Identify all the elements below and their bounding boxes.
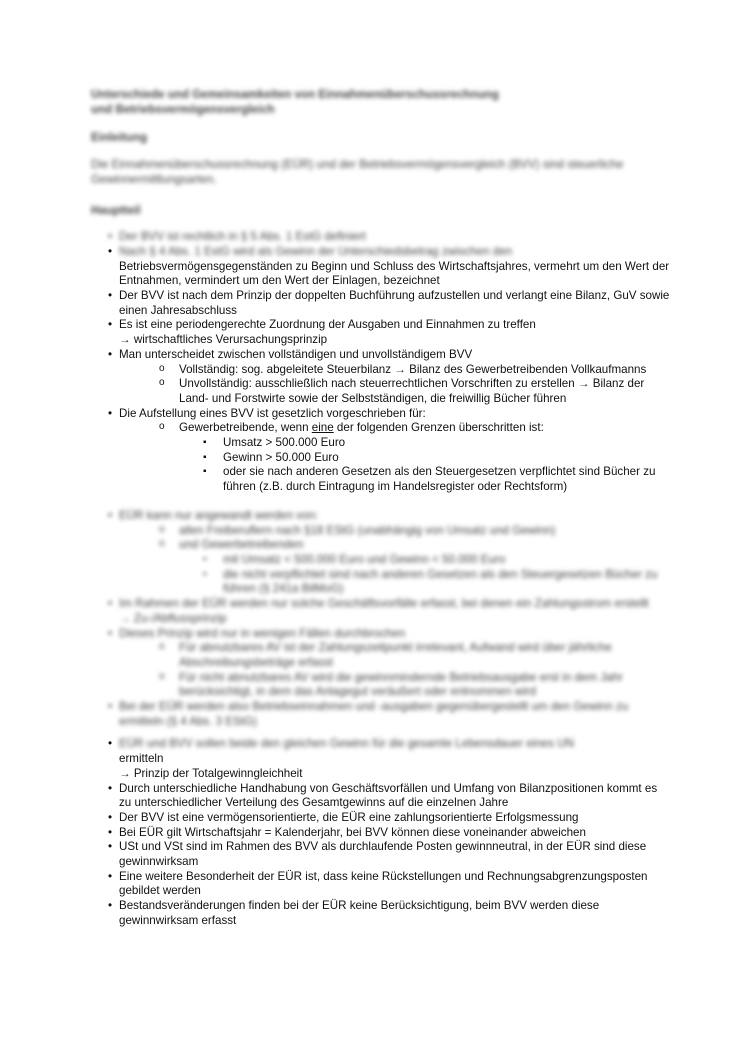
list-item: • Eine weitere Besonderheit der EÜR ist, dass keine Rückstellungen und Rechnungsabgrenzungsposten gebildet werden: [91, 870, 671, 899]
intro-paragraph: Die Einnahmenüberschussrechnung (EÜR) und der Betriebsvermögensvergleich (BVV) sind steuerliche Gewinnermittlungsarten.: [91, 158, 624, 186]
sub-sub-list-item: ▪ Gewinn > 50.000 Euro: [91, 451, 671, 466]
final-list: [91, 737, 671, 928]
list-item: • Der BVV ist eine vermögensorientierte, die EÜR eine zahlungsorientierte Erfolgsmessung: [91, 811, 671, 826]
list-item: • USt und VSt sind im Rahmen des BVV als durchlaufende Posten gewinnneutral, in der EÜR sind diese gewinnwirksam: [91, 840, 671, 869]
sub-list-item: o Für abnutzbares AV ist der Zahlungszeitpunkt irrelevant, Aufwand wird über jährliche Abschreibungsbeträge erfasst: [91, 641, 671, 670]
list-item: • Der BVV ist rechtlich in § 5 Abs. 1 EstG definiert: [91, 230, 671, 245]
sub-list-item: o Für nicht abnutzbares AV wird die gewinnmindernde Betriebsausgabe erst in dem Jahr berücksichtigt, in dem das Anlagegut veräußert oder entnommen wird: [91, 671, 671, 700]
list-item: • EÜR und BVV sollen beide den gleichen Gewinn für die gesamte Lebensdauer eines UN ermitteln → Prinzip der Totalgewinngleichheit: [91, 737, 671, 781]
main-heading: Hauptteil: [91, 203, 141, 217]
sub-sub-list-item: ▪ mit Umsatz < 500.000 Euro und Gewinn < 50.000 Euro: [91, 553, 671, 568]
eur-list: [91, 509, 671, 730]
list-item: • Man unterscheidet zwischen vollständigen und unvollständigem BVV: [91, 348, 671, 363]
sub-sub-list-item: ▪ oder sie nach anderen Gesetzen als den Steuergesetzen verpflichtet sind Bücher zu führen (z.B. durch Eintragung im Handelsregister oder Rechtsform): [91, 465, 671, 494]
intro-heading: Einleitung: [91, 131, 148, 145]
sub-sub-list-item: ▪ die nicht verpflichtet sind nach anderen Gesetzen als den Steuergesetzen Bücher zu führen (§ 241a BilMoG): [91, 568, 671, 597]
sub-sub-list-item: ▪ Umsatz > 500.000 Euro: [91, 436, 671, 451]
list-item: • EÜR kann nur angewandt werden von:: [91, 509, 671, 524]
list-item: • Im Rahmen der EÜR werden nur solche Geschäftsvorfälle erfasst, bei denen ein Zahlungsstrom erstellt → Zu-/Abflussprinzip: [91, 597, 671, 626]
list-item: • Durch unterschiedliche Handhabung von Geschäftsvorfällen und Umfang von Bilanzpositionen kommt es zu unterschiedlicher Verteilung des Gesamtgewinns auf die einzelnen Jahre: [91, 782, 671, 811]
document-title: Unterschiede und Gemeinsamkeiten von Einnahmenüberschussrechnung und Betriebsvermögensvergleich: [91, 88, 499, 116]
list-item: • Bestandsveränderungen finden bei der EÜR keine Berücksichtigung, beim BVV werden diese gewinnwirksam erfasst: [91, 899, 671, 928]
sub-list-item: o Vollständig: sog. abgeleitete Steuerbilanz → Bilanz des Gewerbetreibenden Vollkaufmanns: [91, 363, 671, 378]
document-body: [91, 88, 671, 929]
list-item: • Die Aufstellung eines BVV ist gesetzlich vorgeschrieben für:: [91, 407, 671, 422]
list-item: • Nach § 4 Abs. 1 EstG wird als Gewinn der Unterschiedsbetrag zwischen den Betriebsvermögensgegenständen zu Beginn und Schluss des Wirtschaftsjahres, vermehrt um den Wert der Entnahmen, vermindert um den Wert der Einlagen, bezeichnet: [91, 245, 671, 289]
sub-list-item: o und Gewerbetreibenden: [91, 538, 671, 553]
list-item: • Bei EÜR gilt Wirtschaftsjahr = Kalenderjahr, bei BVV können diese voneinander abweichen: [91, 826, 671, 841]
list-item: • Bei der EÜR werden also Betriebseinnahmen und -ausgaben gegenübergestellt um den Gewinn zu ermitteln (§ 4 Abs. 3 EStG): [91, 700, 671, 729]
list-item: • Dieses Prinzip wird nur in wenigen Fällen durchbrochen: [91, 627, 671, 642]
main-list: [91, 230, 671, 495]
list-item: • Der BVV ist nach dem Prinzip der doppelten Buchführung aufzustellen und verlangt eine Bilanz, GuV sowie einen Jahresabschluss: [91, 289, 671, 318]
sub-list-item: o Gewerbetreibende, wenn eine der folgenden Grenzen überschritten ist:: [91, 421, 671, 436]
list-item: • Es ist eine periodengerechte Zuordnung der Ausgaben und Einnahmen zu treffen → wirtschaftliches Verursachungsprinzip: [91, 318, 671, 347]
sub-list-item: o Unvollständig: ausschließlich nach steuerrechtlichen Vorschriften zu erstellen → Bilanz der Land- und Forstwirte sowie der Selbstständigen, die freiwillig Bücher führen: [91, 377, 671, 406]
sub-list-item: o allen Freiberuflern nach §18 EStG (unabhängig von Umsatz und Gewinn): [91, 524, 671, 539]
